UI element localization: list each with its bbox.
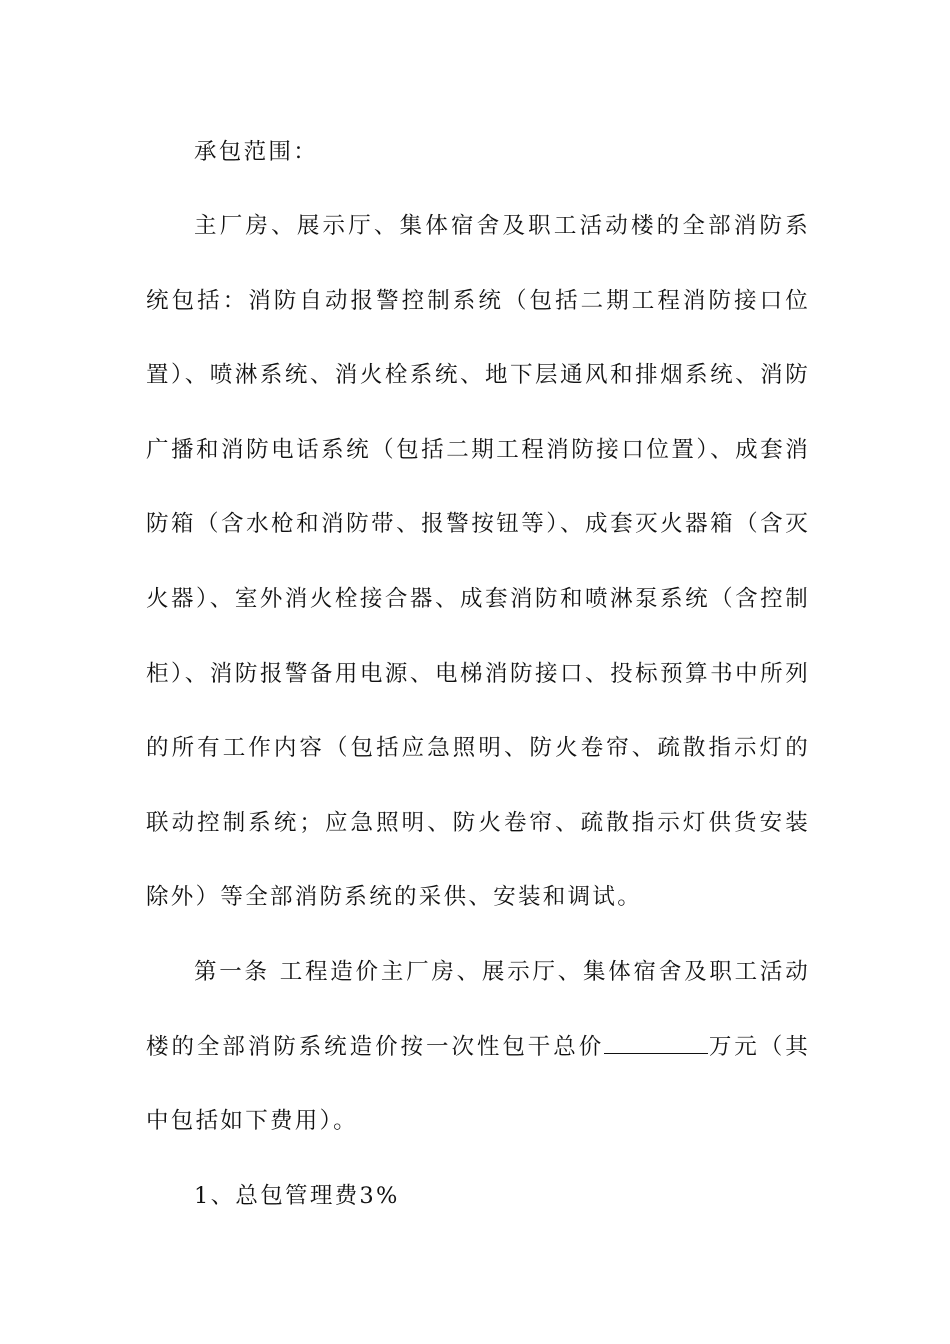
article-one-text-before-blank: 第一条 工程造价主厂房、展示厅、集体宿舍及职工活动楼的全部消防系统造价按一次性包干总价 — [146, 959, 810, 1060]
total-price-blank — [604, 1053, 708, 1054]
scope-paragraph: 主厂房、展示厅、集体宿舍及职工活动楼的全部消防系统包括：消防自动报警控制系统（包括二期工程消防接口位置）、喷淋系统、消火栓系统、地下层通风和排烟系统、消防广播和消防电话系统（包括二期工程消防接口位置）、成套消防箱（含水枪和消防带、报警按钮等）、成套灭火器箱（含灭火器）、室外消火栓接合器、成套消防和喷淋泵系统（含控制柜）、消防报警备用电源、电梯消防接口、投标预算书中所列的所有工作内容（包括应急照明、防火卷帘、疏散指示灯的联动控制系统；应急照明、防火卷帘、疏散指示灯供货安装除外）等全部消防系统的采供、安装和调试。 — [146, 213, 810, 911]
article-one-text-after-blank: 万元（其中包括如下费用）。 — [146, 1033, 811, 1135]
scope-heading: 承包范围： — [194, 139, 319, 165]
article-one-paragraph — [146, 935, 810, 1159]
fee-item-1: 1、总包管理费3% — [194, 1183, 400, 1209]
